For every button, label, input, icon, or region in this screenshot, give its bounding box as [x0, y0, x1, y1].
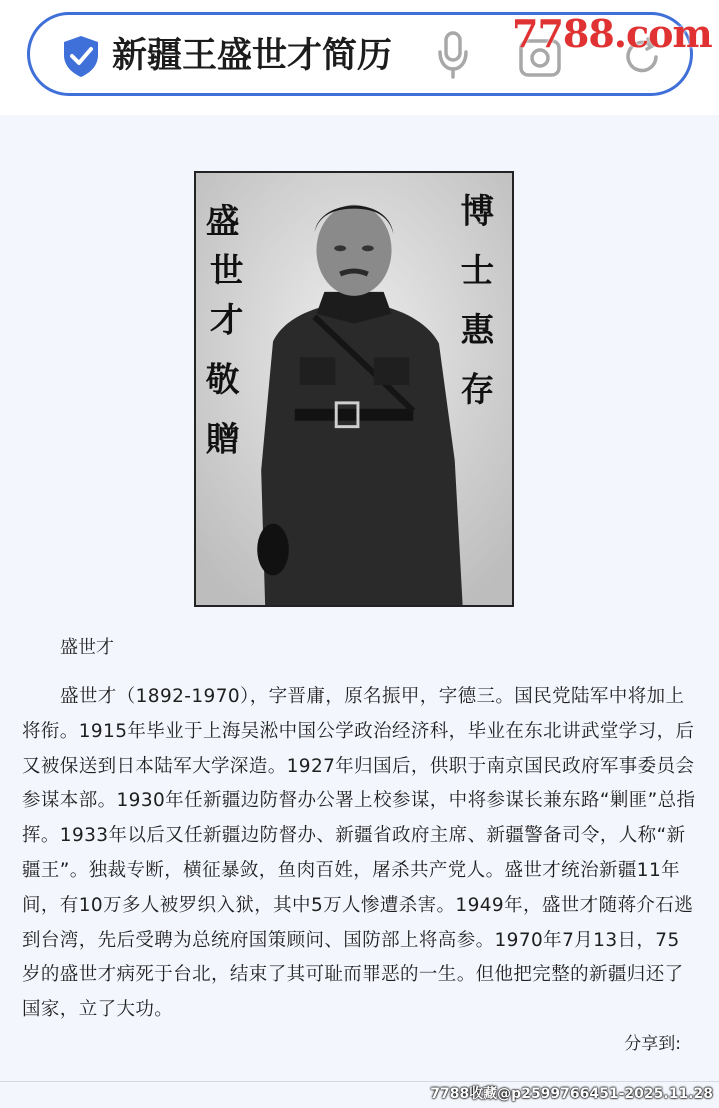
article-area [0, 115, 719, 1108]
svg-text:博: 博 [460, 190, 495, 231]
svg-text:贈: 贈 [205, 418, 240, 459]
svg-text:存: 存 [460, 368, 495, 409]
site-watermark: 7788.com [512, 11, 712, 56]
bottom-watermark: 7788收藏@p2599766451-2025.11.28 [430, 1086, 713, 1102]
share-label[interactable]: 分享到: [624, 1034, 681, 1054]
svg-text:惠: 惠 [460, 309, 495, 350]
portrait-photo [194, 171, 514, 607]
shield-check-icon [58, 33, 104, 79]
svg-text:世: 世 [209, 249, 244, 291]
search-header [0, 0, 719, 115]
svg-text:才: 才 [209, 299, 244, 340]
photo-caption: 盛世才 [60, 637, 114, 658]
svg-text:士: 士 [460, 249, 495, 291]
biography-text: 盛世才（1892-1970），字晋庸，原名振甲，字德三。国民党陆军中将加上将衔。1915年毕业于上海吴淞中国公学政治经济科，毕业在东北讲武堂学习，后又被保送到日本陆军大学深造。1927年归国后，供职于南京国民政府军事委员会参谋本部。1930年任新疆边防督办公署上校参谋，中将参谋长兼东路“剿匪”总指挥。1933年以后又任新疆边防督办、新疆省政府主席、新疆警备司令，人称“新疆王”。独裁专断，横征暴敛，鱼肉百姓，屠杀共产党人。盛世才统治新疆11年间，有10万多人被罗织入狱，其中5万人惨遭杀害。1949年，盛世才随蒋介石逃到台湾，先后受聘为总统府国策顾问、国防部上将高参。1970年7月13日，75岁的盛世才病死于台北，结束了其可耻而罪恶的一生。但他把完整的新疆归还了国家，立了大功。 [22, 686, 696, 1021]
microphone-icon[interactable] [435, 30, 471, 80]
svg-text:盛: 盛 [205, 200, 240, 241]
divider [0, 1081, 719, 1082]
svg-text:敬: 敬 [205, 358, 240, 399]
search-input[interactable]: 新疆王盛世才简历 [112, 36, 393, 76]
